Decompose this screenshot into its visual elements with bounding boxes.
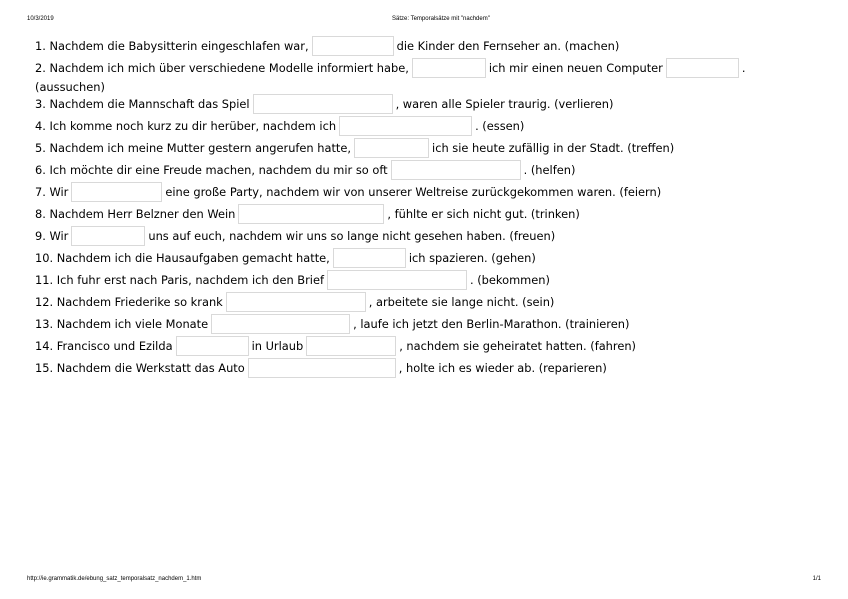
exercise-text: , waren alle Spieler traurig. (verlieren) xyxy=(395,97,614,111)
answer-input[interactable] xyxy=(354,138,429,158)
answer-input[interactable] xyxy=(253,94,393,114)
exercise-10 xyxy=(35,248,825,268)
exercise-5 xyxy=(35,138,825,158)
exercise-8 xyxy=(35,204,825,224)
answer-input[interactable] xyxy=(412,58,486,78)
exercise-14 xyxy=(35,336,825,356)
answer-input[interactable] xyxy=(71,182,162,202)
exercise-11 xyxy=(35,270,825,290)
exercise-text: , fühlte er sich nicht gut. (trinken) xyxy=(387,207,580,221)
answer-input[interactable] xyxy=(312,36,394,56)
exercise-7 xyxy=(35,182,825,202)
answer-input[interactable] xyxy=(306,336,396,356)
answer-input[interactable] xyxy=(391,160,521,180)
answer-input[interactable] xyxy=(666,58,739,78)
answer-input[interactable] xyxy=(211,314,350,334)
page-number: 1/1 xyxy=(812,576,821,582)
exercise-text: 2. Nachdem ich mich über verschiedene Modelle informiert habe, xyxy=(35,61,409,75)
exercise-text: 9. Wir xyxy=(35,229,69,243)
exercise-text: . (helfen) xyxy=(523,163,576,177)
exercise-text: die Kinder den Fernseher an. (machen) xyxy=(396,39,620,53)
exercise-text: 8. Nachdem Herr Belzner den Wein xyxy=(35,207,236,221)
exercise-text: , holte ich es wieder ab. (reparieren) xyxy=(398,361,607,375)
exercise-text: 1. Nachdem die Babysitterin eingeschlafen war, xyxy=(35,39,309,53)
exercise-text: 11. Ich fuhr erst nach Paris, nachdem ich den Brief xyxy=(35,273,324,287)
exercise-text: . (bekommen) xyxy=(470,273,550,287)
exercise-13 xyxy=(35,314,825,334)
answer-input[interactable] xyxy=(71,226,145,246)
exercise-text: ich sie heute zufällig in der Stadt. (treffen) xyxy=(432,141,675,155)
exercise-4 xyxy=(35,116,825,136)
exercise-15 xyxy=(35,358,825,378)
exercise-text: , laufe ich jetzt den Berlin-Marathon. (trainieren) xyxy=(353,317,630,331)
answer-input[interactable] xyxy=(248,358,396,378)
exercise-text: . (essen) xyxy=(475,119,525,133)
exercise-text: 5. Nachdem ich meine Mutter gestern angerufen hatte, xyxy=(35,141,352,155)
exercise-text: . xyxy=(741,61,746,75)
exercise-3 xyxy=(35,94,825,114)
exercise-2 xyxy=(35,58,825,78)
exercise-text: 14. Francisco und Ezilda xyxy=(35,339,173,353)
exercise-text: , arbeitete sie lange nicht. (sein) xyxy=(368,295,555,309)
exercise-9 xyxy=(35,226,825,246)
answer-input[interactable] xyxy=(238,204,384,224)
exercise-text: eine große Party, nachdem wir von unserer Weltreise zurückgekommen waren. (feiern) xyxy=(165,185,662,199)
exercise-2-hint: (aussuchen) xyxy=(35,80,105,94)
answer-input[interactable] xyxy=(226,292,366,312)
answer-input[interactable] xyxy=(176,336,249,356)
exercise-text: , nachdem sie geheiratet hatten. (fahren) xyxy=(399,339,637,353)
exercise-1 xyxy=(35,36,825,56)
exercise-text: 3. Nachdem die Mannschaft das Spiel xyxy=(35,97,250,111)
exercise-text: in Urlaub xyxy=(251,339,304,353)
footer-url: http://ie.grammatik.de/ebung_satz_temporalsatz_nachdem_1.htm xyxy=(27,576,202,582)
exercise-text: uns auf euch, nachdem wir uns so lange nicht gesehen haben. (freuen) xyxy=(148,229,556,243)
answer-input[interactable] xyxy=(327,270,467,290)
exercise-12 xyxy=(35,292,825,312)
exercise-text: 12. Nachdem Friederike so krank xyxy=(35,295,223,309)
answer-input[interactable] xyxy=(333,248,406,268)
exercise-text: ich spazieren. (gehen) xyxy=(408,251,536,265)
page-title: Sätze: Temporalsätze mit "nachdem" xyxy=(392,16,490,22)
answer-input[interactable] xyxy=(339,116,472,136)
exercise-text: 7. Wir xyxy=(35,185,69,199)
exercise-text: 10. Nachdem ich die Hausaufgaben gemacht hatte, xyxy=(35,251,330,265)
exercise-6 xyxy=(35,160,825,180)
exercise-text: 13. Nachdem ich viele Monate xyxy=(35,317,209,331)
print-date: 10/3/2019 xyxy=(27,16,54,22)
exercise-text: 4. Ich komme noch kurz zu dir herüber, nachdem ich xyxy=(35,119,337,133)
exercise-text: ich mir einen neuen Computer xyxy=(488,61,663,75)
exercise-text: 15. Nachdem die Werkstatt das Auto xyxy=(35,361,245,375)
exercise-text: 6. Ich möchte dir eine Freude machen, nachdem du mir so oft xyxy=(35,163,388,177)
